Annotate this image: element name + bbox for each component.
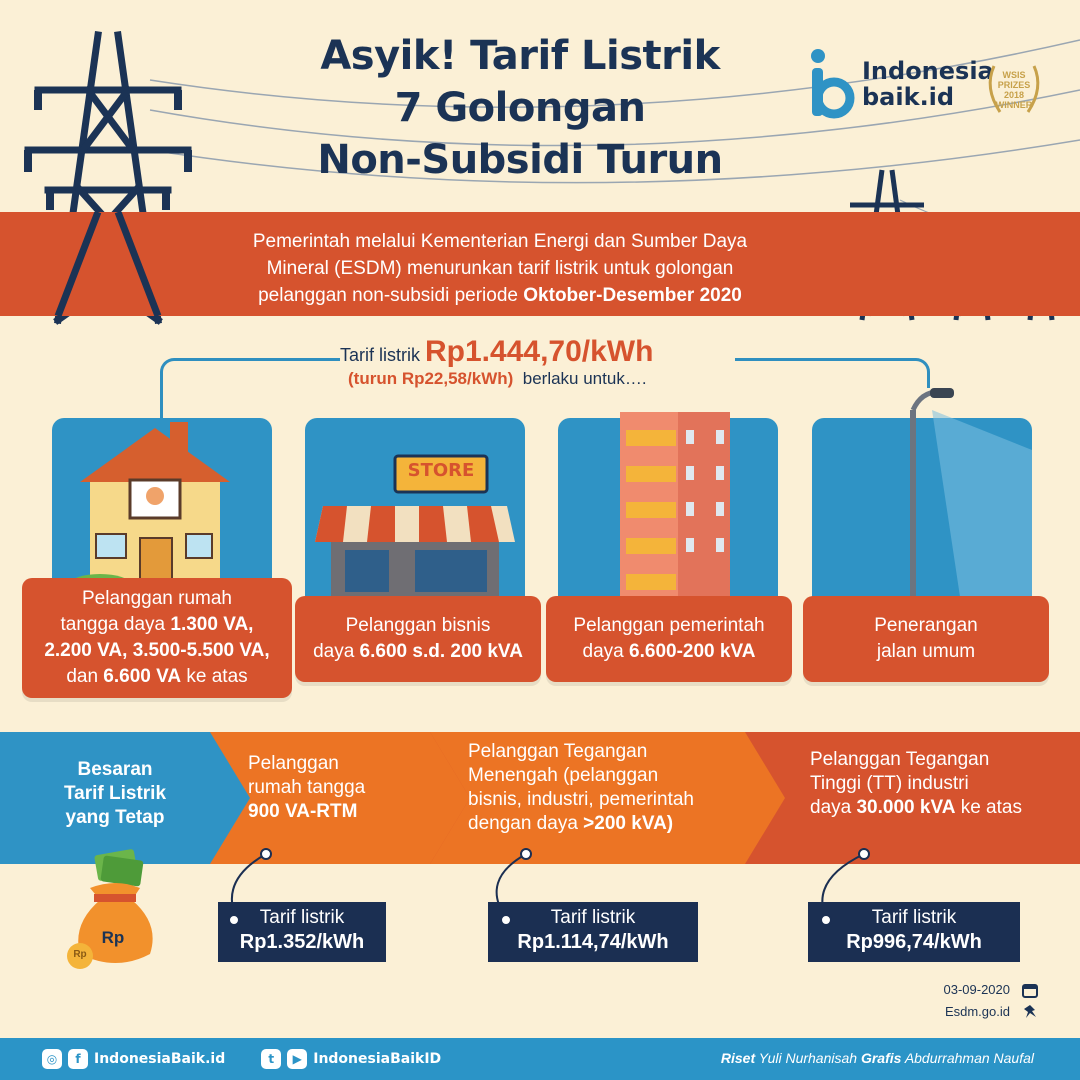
bisnis-line-2 bbox=[313, 639, 523, 665]
logo-line-2: baik.id bbox=[862, 83, 955, 111]
col3-line-3-post: ke atas bbox=[955, 797, 1022, 818]
tariff-decrease: (turun Rp22,58/kWh) bbox=[348, 369, 514, 388]
coin-label: Rp bbox=[73, 949, 87, 960]
label-rumah-tangga bbox=[22, 578, 292, 698]
bisnis-line-2-pre: daya bbox=[313, 641, 360, 662]
col3-line-3 bbox=[810, 796, 1070, 820]
tag-1-label: Tarif listrik bbox=[259, 907, 345, 928]
col2-line-4-pre: dengan daya bbox=[468, 813, 584, 834]
label-jalan-text bbox=[874, 613, 978, 665]
intro-text bbox=[200, 228, 800, 309]
col2-line-2: Menengah (pelanggan bbox=[468, 765, 659, 786]
intro-period: Oktober-Desember 2020 bbox=[523, 285, 742, 306]
title-line-3: Non-Subsidi Turun bbox=[317, 137, 723, 183]
title-line-1: Asyik! Tarif Listrik bbox=[320, 33, 720, 79]
publish-date bbox=[944, 982, 1011, 997]
tag-3-value: Rp996,74/kWh bbox=[846, 931, 982, 953]
instagram-icon[interactable]: ◎ bbox=[42, 1049, 62, 1069]
pin-icon bbox=[1022, 1004, 1038, 1020]
footer-socials bbox=[42, 1049, 441, 1069]
grafis-name: Abdurrahman Naufal bbox=[904, 1050, 1034, 1066]
intro-line-3 bbox=[200, 282, 800, 309]
tariff-suffix: berlaku untuk…. bbox=[522, 369, 647, 388]
footer-bar bbox=[0, 1038, 1080, 1080]
riset-name: Yuli Nurhanisah bbox=[758, 1050, 858, 1066]
youtube-icon[interactable]: ▶ bbox=[287, 1049, 307, 1069]
bisnis-line-2-bold: 6.600 s.d. 200 kVA bbox=[359, 641, 523, 662]
prize-line-3: 2018 bbox=[1003, 90, 1025, 100]
footer-credits bbox=[721, 1050, 1034, 1066]
rumah-line-3-bold: 2.200 VA, 3.500-5.500 VA, bbox=[44, 640, 270, 661]
main-tariff bbox=[340, 335, 653, 369]
label-pemerintah bbox=[546, 596, 792, 682]
money-bag-label: Rp bbox=[101, 928, 125, 947]
logo-mark-icon bbox=[808, 48, 856, 120]
rumah-line-2-bold: 1.300 VA, bbox=[170, 614, 254, 635]
rumah-line-4-post: ke atas bbox=[181, 666, 248, 687]
fixed-heading-line-2: Tarif Listrik bbox=[63, 783, 167, 804]
tag-2-label: Tarif listrik bbox=[550, 907, 636, 928]
main-tariff-prefix: Tarif listrik bbox=[340, 345, 425, 365]
rumah-line-1: Pelanggan rumah bbox=[81, 588, 232, 609]
fixed-heading-line-3: yang Tetap bbox=[65, 807, 165, 828]
logo-line-1: Indonesia bbox=[862, 57, 994, 85]
col2-line-3: bisnis, industri, pemerintah bbox=[468, 789, 694, 810]
pemerintah-line-2 bbox=[573, 639, 764, 665]
col3-line-3-pre: daya bbox=[810, 797, 857, 818]
col3-line-3-bold: 30.000 kVA bbox=[856, 797, 956, 818]
prize-line-1: WSIS bbox=[1002, 70, 1026, 80]
tag-3-label: Tarif listrik bbox=[871, 907, 957, 928]
label-bisnis bbox=[295, 596, 541, 682]
jalan-line-1: Penerangan bbox=[874, 615, 978, 636]
streetlight-illustration bbox=[812, 380, 1042, 610]
tag-holes bbox=[0, 910, 1080, 930]
house-illustration bbox=[60, 418, 260, 588]
fixed-col-3 bbox=[810, 748, 1070, 820]
pemerintah-line-2-pre: daya bbox=[582, 641, 630, 662]
rumah-line-4-bold: 6.600 VA bbox=[103, 666, 182, 687]
intro-line-1: Pemerintah melalui Kementerian Energi dan Sumber Daya bbox=[252, 231, 748, 252]
col2-line-4 bbox=[468, 812, 758, 836]
source bbox=[945, 1004, 1010, 1019]
col1-line-2: rumah tangga bbox=[248, 777, 366, 798]
fixed-heading bbox=[30, 758, 200, 830]
publish-date-text: 03-09-2020 bbox=[943, 982, 1010, 997]
wsis-prize-badge bbox=[982, 56, 1046, 120]
tag-2-value: Rp1.114,74/kWh bbox=[517, 931, 669, 953]
col1-line-3 bbox=[248, 800, 428, 824]
fixed-col-2 bbox=[468, 740, 758, 836]
building-illustration bbox=[558, 408, 778, 598]
intro-line-3-text: pelanggan non-subsidi periode bbox=[258, 285, 524, 306]
connector-left bbox=[160, 358, 340, 422]
source-text: Esdm.go.id bbox=[944, 1004, 1010, 1019]
col3-line-1: Pelanggan Tegangan bbox=[810, 749, 990, 770]
facebook-icon[interactable]: f bbox=[68, 1049, 88, 1069]
intro-line-2: Mineral (ESDM) menurunkan tarif listrik untuk golongan bbox=[266, 258, 734, 279]
rumah-line-4-pre: dan bbox=[66, 666, 104, 687]
grafis-label: Grafis bbox=[860, 1050, 902, 1066]
page-title bbox=[230, 30, 810, 186]
jalan-line-2: jalan umum bbox=[876, 641, 976, 662]
pemerintah-line-2-bold: 6.600-200 kVA bbox=[629, 641, 756, 662]
col3-line-2: Tinggi (TT) industri bbox=[810, 773, 969, 794]
label-pemerintah-text bbox=[573, 613, 764, 665]
col2-line-4-bold: >200 kVA) bbox=[583, 813, 674, 834]
indonesiabaik-logo bbox=[808, 44, 1008, 124]
col1-line-3-bold: 900 VA-RTM bbox=[248, 801, 358, 822]
prize-line-4: WINNER bbox=[995, 100, 1033, 110]
col1-line-1: Pelanggan bbox=[248, 753, 339, 774]
pemerintah-line-1: Pelanggan pemerintah bbox=[573, 615, 765, 636]
logo-text bbox=[862, 58, 994, 110]
main-tariff-value: Rp1.444,70/kWh bbox=[425, 335, 654, 368]
label-bisnis-text bbox=[313, 613, 523, 665]
fixed-col-1 bbox=[248, 752, 428, 824]
rumah-line-3 bbox=[44, 638, 269, 664]
prize-line-2: PRIZES bbox=[997, 80, 1031, 90]
tag-1-value: Rp1.352/kWh bbox=[239, 931, 365, 953]
title-line-2: 7 Golongan bbox=[394, 85, 646, 131]
fixed-heading-line-1: Besaran bbox=[77, 759, 153, 780]
bisnis-line-1: Pelanggan bisnis bbox=[345, 615, 491, 636]
store-illustration bbox=[305, 418, 525, 598]
col2-line-1: Pelanggan Tegangan bbox=[468, 741, 648, 762]
twitter-icon[interactable]: t bbox=[261, 1049, 281, 1069]
rumah-line-2 bbox=[44, 612, 269, 638]
calendar-icon bbox=[1022, 982, 1038, 998]
footer-handle-left[interactable]: IndonesiaBaik.id bbox=[94, 1051, 226, 1067]
riset-label: Riset bbox=[720, 1050, 756, 1066]
prize-text bbox=[982, 70, 1046, 110]
label-jalan-umum bbox=[803, 596, 1049, 682]
label-rumah-text bbox=[44, 586, 269, 690]
rumah-line-4 bbox=[44, 664, 269, 690]
rumah-line-2-text: tangga daya bbox=[60, 614, 171, 635]
footer-handle-right[interactable]: IndonesiaBaikID bbox=[313, 1051, 442, 1067]
store-sign-text: STORE bbox=[407, 460, 475, 481]
main-tariff-note bbox=[348, 369, 647, 389]
